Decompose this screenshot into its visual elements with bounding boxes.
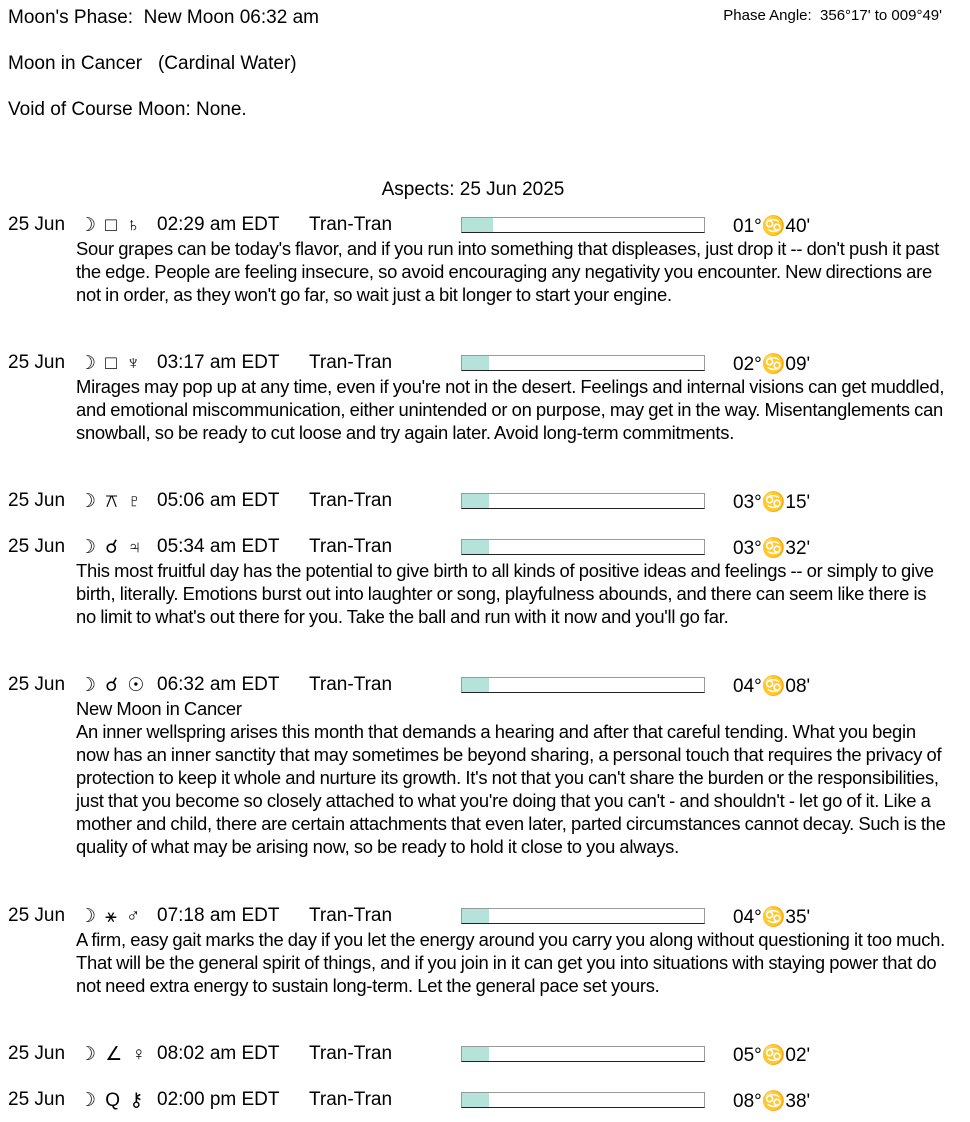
- aspect-glyphs-icon: ☽ Q ⚷: [79, 1090, 146, 1111]
- aspect-position: 03°♋15': [733, 492, 811, 513]
- void-of-course: Void of Course Moon: None.: [8, 99, 247, 120]
- aspect-entry: [0, 674, 970, 858]
- aspect-date: 25 Jun: [8, 1089, 66, 1110]
- aspect-description: Mirages may pop up at any time, even if you're not in the desert. Feelings and internal visions can get muddled, and emotional miscommunication, either unintended or on purpose, may get in the way. Misentanglements can snowball, so be ready to cut loose and try again later. Avoid long-term commitments.: [76, 376, 945, 443]
- aspect-position: 02°♋09': [733, 354, 811, 375]
- aspect-time: 02:00 pm EDT: [157, 1089, 280, 1110]
- aspect-type: Tran-Tran: [309, 352, 393, 373]
- aspect-date: 25 Jun: [8, 214, 66, 235]
- aspect-type: Tran-Tran: [309, 536, 393, 557]
- moon-sign: Moon in Cancer (Cardinal Water): [8, 53, 297, 74]
- aspect-description: This most fruitful day has the potential to give birth to all kinds of positive ideas and feelings -- or simply to give birth, literally. Emotions burst out into laughter or song, playfulness abounds, and there can seem like there is no limit to what's out there for you. Take the ball and run with it now and you'll go far.: [76, 560, 934, 627]
- aspect-entry: [0, 536, 970, 628]
- strength-bar-fill: [462, 678, 489, 692]
- aspect-entry: [0, 1043, 970, 1066]
- aspect-time: 05:34 am EDT: [157, 536, 280, 557]
- strength-bar-fill: [462, 494, 489, 508]
- aspect-entry: [0, 490, 970, 513]
- aspect-row: [0, 674, 970, 697]
- aspect-position: 08°♋38': [733, 1091, 811, 1112]
- aspect-time: 03:17 am EDT: [157, 352, 280, 373]
- strength-bar: [461, 539, 705, 555]
- aspect-entry: [0, 352, 970, 444]
- strength-bar-fill: [462, 1047, 489, 1061]
- aspect-type: Tran-Tran: [309, 1089, 393, 1110]
- strength-bar: [461, 217, 705, 233]
- aspect-date: 25 Jun: [8, 905, 66, 926]
- aspect-glyphs-icon: ☽ ⚻ ♇: [79, 491, 144, 512]
- strength-bar-fill: [462, 356, 489, 370]
- moon-phase: Moon's Phase: New Moon 06:32 am: [8, 7, 319, 28]
- aspect-entry: [0, 905, 970, 997]
- aspect-time: 02:29 am EDT: [157, 214, 280, 235]
- strength-bar: [461, 493, 705, 509]
- strength-bar: [461, 908, 705, 924]
- aspect-date: 25 Jun: [8, 490, 66, 511]
- aspect-position: 04°♋35': [733, 907, 811, 928]
- strength-bar: [461, 1092, 705, 1108]
- aspect-type: Tran-Tran: [309, 905, 393, 926]
- aspect-row: [0, 905, 970, 928]
- aspect-glyphs-icon: ☽ ⚹ ♂: [79, 906, 143, 927]
- aspect-position: 05°♋02': [733, 1045, 811, 1066]
- aspect-row: [0, 214, 970, 237]
- aspect-glyphs-icon: ☽ □ ♆: [79, 353, 143, 374]
- aspects-title: Aspects: 25 Jun 2025: [381, 179, 565, 200]
- aspect-date: 25 Jun: [8, 352, 66, 373]
- strength-bar: [461, 677, 705, 693]
- aspect-entry: [0, 214, 970, 306]
- aspect-glyphs-icon: ☽ □ ♄: [79, 215, 143, 236]
- phase-angle: Phase Angle: 356°17' to 009°49': [723, 7, 942, 24]
- aspect-entry: [0, 1089, 970, 1112]
- aspect-row: [0, 536, 970, 559]
- aspect-date: 25 Jun: [8, 674, 66, 695]
- aspect-description: A firm, easy gait marks the day if you let the energy around you carry you along without questioning it too much. That will be the general spirit of things, and if you join in it can get you into situations with staying power that do not need extra energy to sustain long-term. Let the general pace set yours.: [76, 929, 946, 996]
- strength-bar-fill: [462, 909, 489, 923]
- aspect-time: 06:32 am EDT: [157, 674, 280, 695]
- aspect-type: Tran-Tran: [309, 490, 393, 511]
- aspect-glyphs-icon: ☽ ☌ ☉: [79, 675, 147, 696]
- aspect-position: 03°♋32': [733, 538, 811, 559]
- aspect-glyphs-icon: ☽ ☌ ♃: [79, 537, 144, 558]
- strength-bar: [461, 355, 705, 371]
- aspect-row: [0, 490, 970, 513]
- aspect-position: 04°♋08': [733, 676, 811, 697]
- aspect-description: An inner wellspring arises this month that demands a hearing and after that careful tending. What you begin now has an inner sanctity that may sometimes be beyond sharing, a personal touch that requires the privacy of protection to keep it whole and nurture its growth. It's not that you can't share the burden or the responsibilities, just that you become so closely attached to what you're doing that you can't - and shouldn't - let go of it. Like a mother and child, there are certain attachments that even later, parted circumstances cannot decay. Such is the quality of what may be arising now, so be ready to hold it close to you always.: [76, 721, 946, 857]
- aspect-time: 08:02 am EDT: [157, 1043, 280, 1064]
- aspect-time: 07:18 am EDT: [157, 905, 280, 926]
- aspect-subtitle: New Moon in Cancer: [76, 698, 242, 719]
- strength-bar-fill: [462, 1093, 489, 1107]
- aspect-position: 01°♋40': [733, 216, 811, 237]
- aspect-row: [0, 352, 970, 375]
- strength-bar-fill: [462, 540, 489, 554]
- aspect-date: 25 Jun: [8, 1043, 66, 1064]
- aspect-glyphs-icon: ☽ ∠ ♀: [79, 1044, 148, 1065]
- strength-bar: [461, 1046, 705, 1062]
- aspect-type: Tran-Tran: [309, 674, 393, 695]
- aspect-time: 05:06 am EDT: [157, 490, 280, 511]
- aspect-type: Tran-Tran: [309, 1043, 393, 1064]
- aspect-row: [0, 1089, 970, 1112]
- aspect-type: Tran-Tran: [309, 214, 393, 235]
- aspect-date: 25 Jun: [8, 536, 66, 557]
- strength-bar-fill: [462, 218, 493, 232]
- aspect-description: Sour grapes can be today's flavor, and if you run into something that displeases, just drop it -- don't push it past the edge. People are feeling insecure, so avoid encouraging any negativity you encounter. New directions are not in order, as they won't go far, so wait just a bit longer to start your engine.: [76, 238, 940, 305]
- aspect-row: [0, 1043, 970, 1066]
